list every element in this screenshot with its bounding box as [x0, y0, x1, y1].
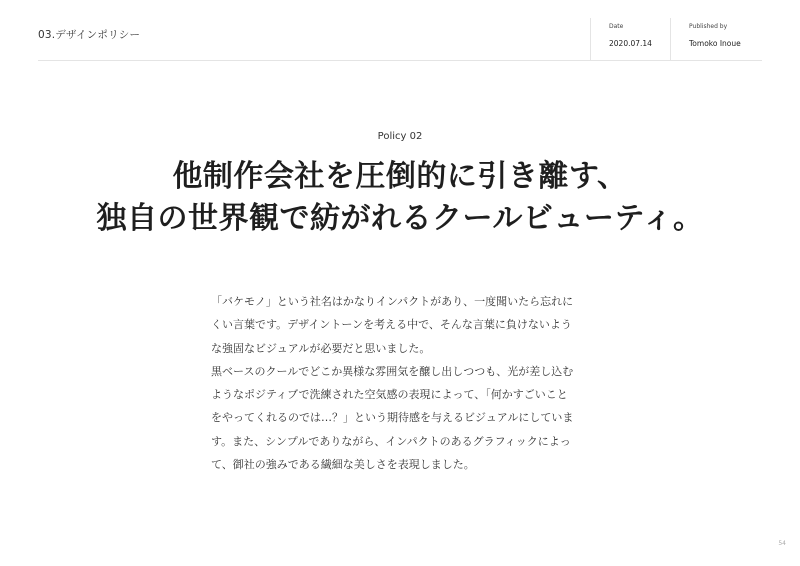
page-number: 54: [778, 540, 786, 547]
page-header: [38, 0, 762, 61]
date-value: 2020.07.14: [609, 39, 652, 48]
body-line-8: て、御社の強みである繊細な美しさを表現しました。: [211, 458, 475, 472]
body-line-1: 「バケモノ」という社名はかなりインパクトがあり、一度聞いたら忘れに: [211, 295, 574, 308]
body-line-2: くい言葉です。デザイントーンを考える中で、そんな言葉に負けないよう: [211, 318, 572, 332]
published-label: Published by: [689, 23, 728, 30]
body-line-3: な強固なビジュアルが必要だと思いました。: [211, 341, 431, 355]
section-title: 03.デザインポリシー: [38, 29, 141, 41]
published-block: [670, 18, 763, 60]
date-label: Date: [609, 23, 624, 30]
published-value: Tomoko Inoue: [689, 39, 741, 48]
headline-line-1: 他制作会社を圧倒的に引き離す、: [172, 159, 628, 194]
body-text: [211, 290, 591, 476]
headline-line-2: 独自の世界観で紡がれるクールビューティ。: [96, 201, 704, 236]
body-line-4: 黒ベースのクールでどこか異様な雰囲気を醸し出しつつも、光が差し込む: [211, 364, 574, 378]
body-line-6: をやってくれるのでは…？」という期待感を与えるビジュアルにしていま: [211, 411, 574, 425]
policy-label: Policy 02: [377, 131, 423, 142]
date-block: [590, 18, 671, 60]
body-line-5: ようなポジティブで洗練された空気感の表現によって、「何かすごいこと: [211, 388, 568, 402]
body-line-7: す。また、シンプルでありながら、インパクトのあるグラフィックによっ: [211, 434, 571, 448]
headline: [0, 156, 800, 240]
